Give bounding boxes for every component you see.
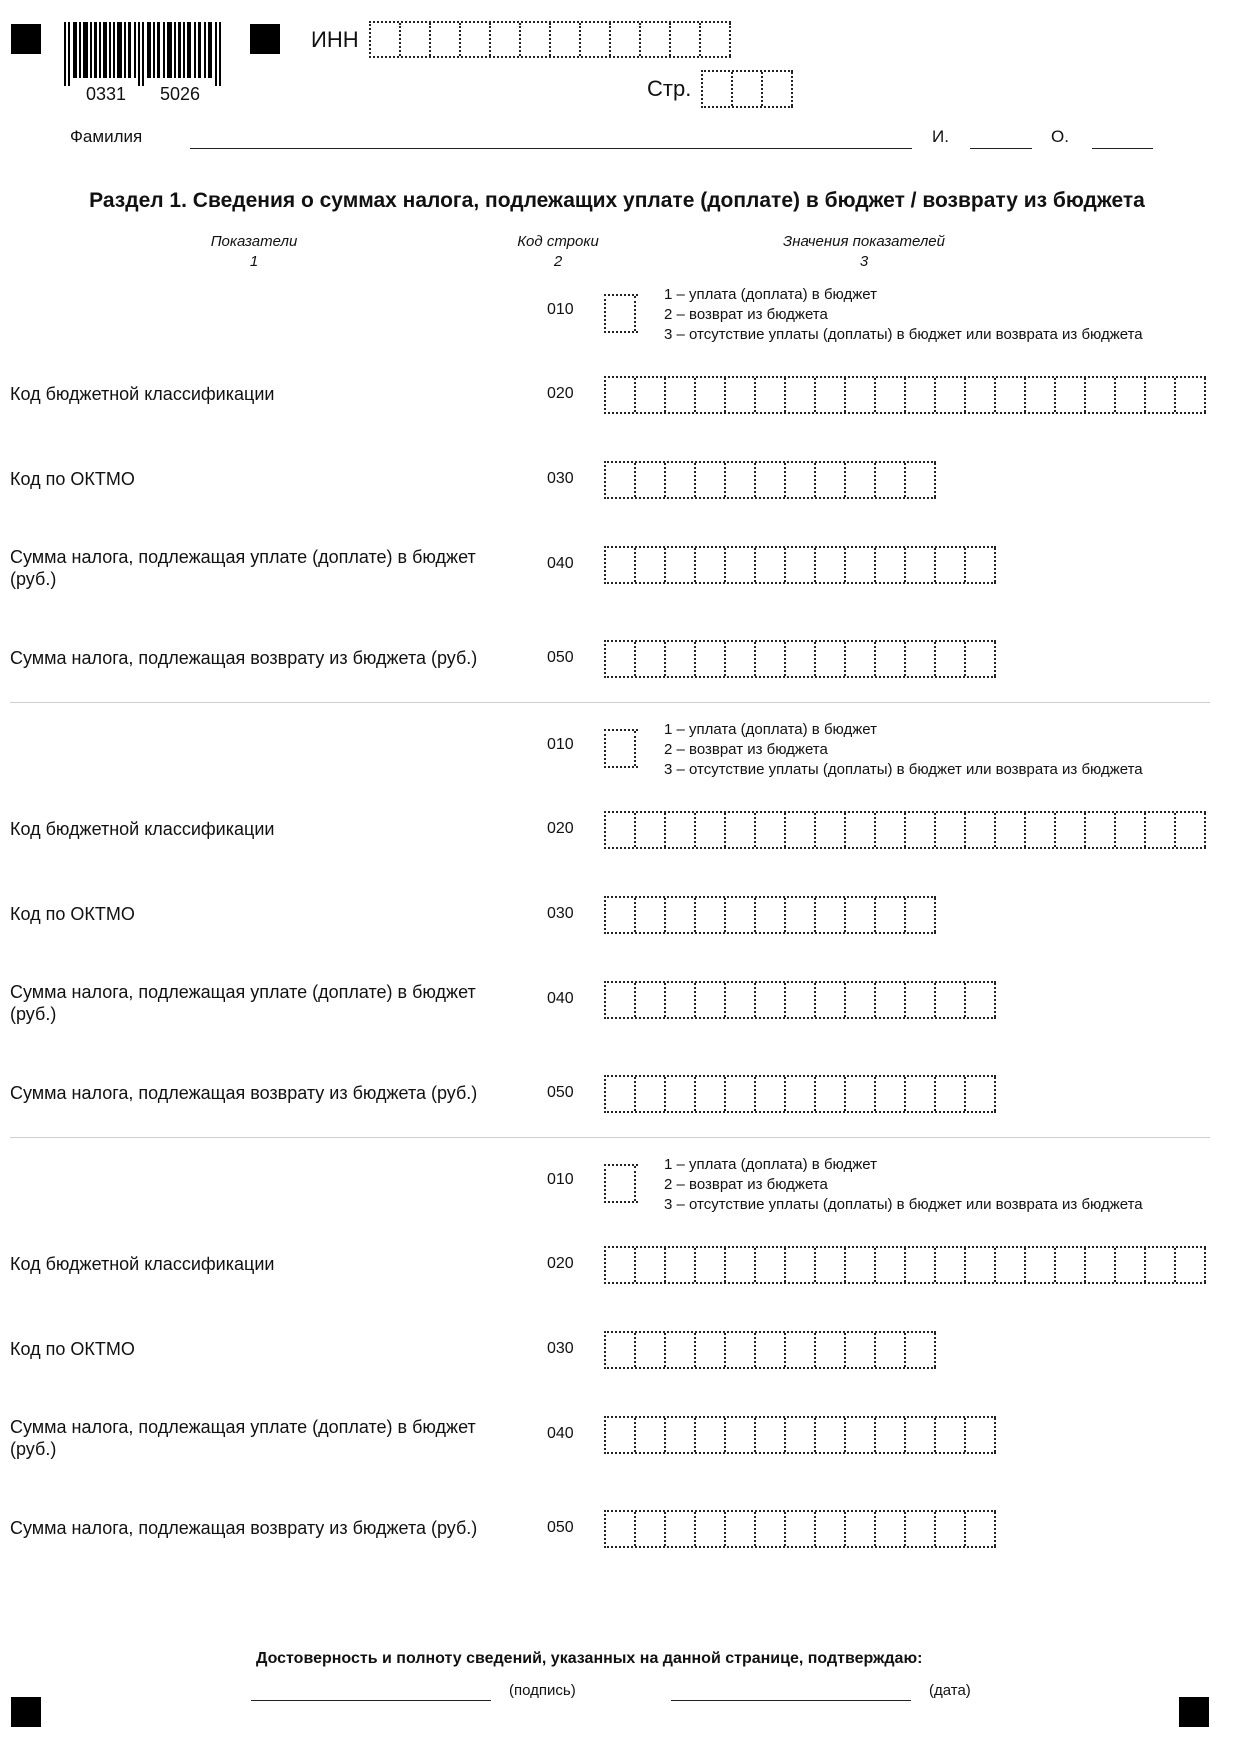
- tax-refund-input[interactable]: [604, 1510, 996, 1548]
- kbk-label: Код бюджетной классификации: [10, 1254, 275, 1274]
- kbk-input[interactable]: [604, 811, 1206, 849]
- char-cell[interactable]: [846, 548, 876, 582]
- char-cell[interactable]: [876, 1248, 906, 1282]
- tax-payable-label: Сумма налога, подлежащая уплате (доплате) в бюджет (руб.): [10, 982, 476, 1024]
- char-cell[interactable]: [756, 1077, 786, 1111]
- tax-payable-label: Сумма налога, подлежащая уплате (доплате) в бюджет (руб.): [10, 547, 476, 589]
- payment-type-option-1: 1 – уплата (доплата) в бюджет: [664, 286, 877, 303]
- corner-marker-bottom-left: [11, 1697, 41, 1727]
- char-cell[interactable]: [846, 642, 876, 676]
- char-cell[interactable]: [846, 1248, 876, 1282]
- char-cell[interactable]: [846, 378, 876, 412]
- char-cell[interactable]: [636, 983, 666, 1017]
- char-cell[interactable]: [756, 642, 786, 676]
- char-cell[interactable]: [636, 642, 666, 676]
- char-cell[interactable]: [1116, 813, 1146, 847]
- char-cell[interactable]: [666, 1333, 696, 1367]
- char-cell[interactable]: [726, 1333, 756, 1367]
- char-cell[interactable]: [606, 642, 636, 676]
- block-divider: [10, 702, 1210, 703]
- kbk-label: Код бюджетной классификации: [10, 819, 275, 839]
- char-cell[interactable]: [846, 1077, 876, 1111]
- char-cell[interactable]: [876, 983, 906, 1017]
- char-cell[interactable]: [816, 548, 846, 582]
- char-cell[interactable]: [966, 642, 996, 676]
- char-cell[interactable]: [846, 1512, 876, 1546]
- signature-caption: (подпись): [509, 1682, 576, 1699]
- char-cell[interactable]: [1146, 1248, 1176, 1282]
- char-cell[interactable]: [876, 1418, 906, 1452]
- char-cell[interactable]: [966, 378, 996, 412]
- tax-refund-input[interactable]: [604, 640, 996, 678]
- oktmo-input[interactable]: [604, 1331, 936, 1369]
- oktmo-label: Код по ОКТМО: [10, 904, 135, 924]
- oktmo-input[interactable]: [604, 896, 936, 934]
- char-cell[interactable]: [666, 1418, 696, 1452]
- char-cell[interactable]: [966, 1418, 996, 1452]
- column-header-values-title: Значения показателей: [782, 233, 945, 250]
- char-cell[interactable]: [816, 898, 846, 932]
- char-cell[interactable]: [1176, 813, 1206, 847]
- date-field[interactable]: [671, 1700, 911, 1701]
- char-cell[interactable]: [906, 813, 936, 847]
- char-cell[interactable]: [906, 1333, 936, 1367]
- char-cell[interactable]: [1176, 1248, 1206, 1282]
- column-header-indicators: [150, 232, 358, 272]
- char-cell[interactable]: [726, 642, 756, 676]
- char-cell[interactable]: [696, 378, 726, 412]
- char-cell[interactable]: [696, 642, 726, 676]
- char-cell[interactable]: [906, 548, 936, 582]
- char-cell[interactable]: [966, 813, 996, 847]
- char-cell[interactable]: [606, 898, 636, 932]
- char-cell[interactable]: [1176, 378, 1206, 412]
- char-cell[interactable]: [1086, 813, 1116, 847]
- char-cell[interactable]: [966, 1512, 996, 1546]
- char-cell[interactable]: [936, 548, 966, 582]
- char-cell[interactable]: [816, 1512, 846, 1546]
- char-cell[interactable]: [666, 1077, 696, 1111]
- column-header-line-code-num: 2: [553, 253, 563, 270]
- char-cell[interactable]: [636, 548, 666, 582]
- char-cell[interactable]: [606, 378, 636, 412]
- line-code-020: 020: [547, 1255, 574, 1272]
- kbk-input[interactable]: [604, 376, 1206, 414]
- char-cell[interactable]: [636, 378, 666, 412]
- char-cell[interactable]: [756, 378, 786, 412]
- char-cell[interactable]: [906, 983, 936, 1017]
- inn-label: ИНН: [311, 27, 359, 52]
- char-cell[interactable]: [816, 1077, 846, 1111]
- char-cell[interactable]: [696, 1077, 726, 1111]
- char-cell[interactable]: [846, 983, 876, 1017]
- payment-type-options: [664, 1155, 1143, 1215]
- line-code-010: 010: [547, 301, 574, 318]
- barcode-number-left: 0331: [86, 84, 127, 104]
- char-cell[interactable]: [666, 378, 696, 412]
- char-cell[interactable]: [606, 813, 636, 847]
- char-cell[interactable]: [1026, 378, 1056, 412]
- char-cell[interactable]: [966, 1248, 996, 1282]
- char-cell[interactable]: [726, 378, 756, 412]
- char-cell[interactable]: [606, 983, 636, 1017]
- char-cell[interactable]: [786, 1333, 816, 1367]
- char-cell[interactable]: [1026, 813, 1056, 847]
- char-cell[interactable]: [936, 642, 966, 676]
- line-code-020: 020: [547, 385, 574, 402]
- char-cell[interactable]: [636, 1333, 666, 1367]
- char-cell[interactable]: [906, 463, 936, 497]
- char-cell[interactable]: [906, 378, 936, 412]
- char-cell[interactable]: [786, 1077, 816, 1111]
- payment-type-options: [664, 720, 1143, 780]
- char-cell[interactable]: [876, 1512, 906, 1546]
- char-cell[interactable]: [636, 1077, 666, 1111]
- initial-o-label: О.: [1051, 127, 1069, 146]
- payment-type-option-1: 1 – уплата (доплата) в бюджет: [664, 721, 877, 738]
- payment-type-input[interactable]: [604, 1164, 638, 1203]
- char-cell[interactable]: [846, 1418, 876, 1452]
- char-cell[interactable]: [636, 898, 666, 932]
- char-cell[interactable]: [636, 1418, 666, 1452]
- char-cell[interactable]: [816, 378, 846, 412]
- char-cell[interactable]: [666, 898, 696, 932]
- line-code-040: 040: [547, 990, 574, 1007]
- signature-field[interactable]: [251, 1700, 491, 1701]
- char-cell[interactable]: [876, 548, 906, 582]
- char-cell[interactable]: [996, 813, 1026, 847]
- char-cell[interactable]: [666, 1512, 696, 1546]
- char-cell[interactable]: [666, 983, 696, 1017]
- char-cell[interactable]: [636, 1248, 666, 1282]
- char-cell[interactable]: [906, 642, 936, 676]
- payment-type-options: [664, 285, 1143, 345]
- char-cell[interactable]: [936, 983, 966, 1017]
- char-cell[interactable]: [816, 1248, 846, 1282]
- char-cell[interactable]: [636, 813, 666, 847]
- surname-label: Фамилия: [70, 127, 143, 146]
- char-cell[interactable]: [696, 463, 726, 497]
- char-cell[interactable]: [936, 1248, 966, 1282]
- tax-payable-input[interactable]: [604, 1416, 996, 1454]
- line-code-020: 020: [547, 820, 574, 837]
- tax-refund-label: Сумма налога, подлежащая возврату из бюджета (руб.): [10, 1083, 478, 1103]
- char-cell[interactable]: [906, 898, 936, 932]
- char-cell[interactable]: [846, 463, 876, 497]
- column-header-line-code-title: Код строки: [517, 233, 599, 250]
- char-cell[interactable]: [846, 813, 876, 847]
- char-cell[interactable]: [1116, 1248, 1146, 1282]
- char-cell[interactable]: [876, 463, 906, 497]
- payment-type-option-1: 1 – уплата (доплата) в бюджет: [664, 1156, 877, 1173]
- char-cell[interactable]: [996, 1248, 1026, 1282]
- line-code-030: 030: [547, 905, 574, 922]
- section-title: Раздел 1. Сведения о суммах налога, подлежащих уплате (доплате) в бюджет / возврату из бюджета: [89, 189, 1145, 212]
- char-cell[interactable]: [606, 1418, 636, 1452]
- char-cell[interactable]: [786, 642, 816, 676]
- char-cell[interactable]: [816, 1333, 846, 1367]
- char-cell[interactable]: [876, 642, 906, 676]
- char-cell[interactable]: [696, 983, 726, 1017]
- char-cell[interactable]: [966, 983, 996, 1017]
- char-cell[interactable]: [786, 813, 816, 847]
- char-cell[interactable]: [636, 1512, 666, 1546]
- tax-payable-input[interactable]: [604, 546, 996, 584]
- char-cell[interactable]: [636, 463, 666, 497]
- char-cell[interactable]: [1116, 378, 1146, 412]
- char-cell[interactable]: [726, 1512, 756, 1546]
- char-cell[interactable]: [816, 1418, 846, 1452]
- corner-marker-bottom-right: [1179, 1697, 1209, 1727]
- char-cell[interactable]: [786, 463, 816, 497]
- char-cell[interactable]: [606, 548, 636, 582]
- char-cell[interactable]: [606, 1248, 636, 1282]
- char-cell[interactable]: [906, 1418, 936, 1452]
- column-header-line-code: [500, 232, 616, 272]
- char-cell[interactable]: [786, 1512, 816, 1546]
- payment-type-input[interactable]: [604, 729, 638, 768]
- initial-o-field[interactable]: [1092, 148, 1153, 149]
- char-cell[interactable]: [936, 1077, 966, 1111]
- char-cell[interactable]: [756, 463, 786, 497]
- char-cell[interactable]: [606, 1077, 636, 1111]
- tax-payable-input[interactable]: [604, 981, 996, 1019]
- char-cell[interactable]: [756, 813, 786, 847]
- char-cell[interactable]: [876, 1333, 906, 1367]
- oktmo-label: Код по ОКТМО: [10, 1339, 135, 1359]
- char-cell[interactable]: [906, 1512, 936, 1546]
- column-header-indicators-num: 1: [249, 253, 259, 270]
- char-cell[interactable]: [906, 1077, 936, 1111]
- char-cell[interactable]: [666, 463, 696, 497]
- char-cell[interactable]: [696, 1333, 726, 1367]
- line-code-050: 050: [547, 649, 574, 666]
- char-cell[interactable]: [846, 1333, 876, 1367]
- char-cell[interactable]: [726, 463, 756, 497]
- char-cell[interactable]: [936, 378, 966, 412]
- char-cell[interactable]: [696, 1512, 726, 1546]
- char-cell[interactable]: [816, 983, 846, 1017]
- char-cell[interactable]: [936, 1418, 966, 1452]
- corner-marker-top-right: [250, 24, 280, 54]
- char-cell[interactable]: [876, 378, 906, 412]
- char-cell[interactable]: [1056, 813, 1086, 847]
- tax-refund-label: Сумма налога, подлежащая возврату из бюджета (руб.): [10, 1518, 478, 1538]
- column-header-values: [750, 232, 978, 272]
- char-cell[interactable]: [696, 1248, 726, 1282]
- char-cell[interactable]: [756, 1333, 786, 1367]
- char-cell[interactable]: [756, 1418, 786, 1452]
- char-cell[interactable]: [966, 1077, 996, 1111]
- tax-refund-label: Сумма налога, подлежащая возврату из бюджета (руб.): [10, 648, 478, 668]
- char-cell[interactable]: [876, 898, 906, 932]
- page-label: Стр.: [647, 76, 692, 101]
- char-cell[interactable]: [1146, 378, 1176, 412]
- char-cell[interactable]: [966, 548, 996, 582]
- char-cell[interactable]: [1056, 378, 1086, 412]
- char-cell[interactable]: [756, 1512, 786, 1546]
- char-cell[interactable]: [726, 813, 756, 847]
- char-cell[interactable]: [1086, 1248, 1116, 1282]
- payment-type-option-3: 3 – отсутствие уплаты (доплаты) в бюджет или возврата из бюджета: [664, 326, 1143, 343]
- char-cell[interactable]: [906, 1248, 936, 1282]
- char-cell[interactable]: [726, 983, 756, 1017]
- char-cell[interactable]: [786, 1418, 816, 1452]
- line-code-050: 050: [547, 1519, 574, 1536]
- line-code-010: 010: [547, 1171, 574, 1188]
- column-header-indicators-title: Показатели: [210, 233, 298, 250]
- surname-field[interactable]: [190, 148, 912, 149]
- char-cell[interactable]: [756, 548, 786, 582]
- page-number-input[interactable]: [701, 70, 793, 108]
- line-code-010: 010: [547, 736, 574, 753]
- certification-statement: Достоверность и полноту сведений, указанных на данной странице, подтверждаю:: [256, 1650, 923, 1667]
- barcode: [64, 22, 224, 86]
- char-cell[interactable]: [786, 1248, 816, 1282]
- oktmo-input[interactable]: [604, 461, 936, 499]
- char-cell[interactable]: [606, 1333, 636, 1367]
- char-cell[interactable]: [816, 813, 846, 847]
- initial-i-field[interactable]: [970, 148, 1032, 149]
- char-cell[interactable]: [1146, 813, 1176, 847]
- line-code-040: 040: [547, 555, 574, 572]
- line-code-030: 030: [547, 470, 574, 487]
- tax-payable-label: Сумма налога, подлежащая уплате (доплате) в бюджет (руб.): [10, 1417, 476, 1459]
- kbk-label: Код бюджетной классификации: [10, 384, 275, 404]
- char-cell[interactable]: [1056, 1248, 1086, 1282]
- char-cell[interactable]: [786, 378, 816, 412]
- char-cell[interactable]: [726, 898, 756, 932]
- line-code-030: 030: [547, 1340, 574, 1357]
- char-cell[interactable]: [786, 548, 816, 582]
- payment-type-input[interactable]: [604, 294, 638, 333]
- char-cell[interactable]: [876, 813, 906, 847]
- char-cell[interactable]: [756, 898, 786, 932]
- char-cell[interactable]: [696, 898, 726, 932]
- char-cell[interactable]: [606, 1512, 636, 1546]
- char-cell[interactable]: [666, 642, 696, 676]
- kbk-input[interactable]: [604, 1246, 1206, 1284]
- payment-type-option-3: 3 – отсутствие уплаты (доплаты) в бюджет или возврата из бюджета: [664, 761, 1143, 778]
- barcode-number-right: 5026: [160, 84, 201, 104]
- char-cell[interactable]: [1086, 378, 1116, 412]
- char-cell[interactable]: [756, 983, 786, 1017]
- char-cell[interactable]: [936, 813, 966, 847]
- inn-input[interactable]: [369, 21, 731, 58]
- date-caption: (дата): [929, 1682, 971, 1699]
- char-cell[interactable]: [726, 1248, 756, 1282]
- char-cell[interactable]: [726, 1077, 756, 1111]
- char-cell[interactable]: [666, 548, 696, 582]
- char-cell[interactable]: [996, 378, 1026, 412]
- oktmo-label: Код по ОКТМО: [10, 469, 135, 489]
- block-divider: [10, 1137, 1210, 1138]
- initial-i-label: И.: [932, 127, 949, 146]
- char-cell[interactable]: [696, 1418, 726, 1452]
- corner-marker-top-left: [11, 24, 41, 54]
- char-cell[interactable]: [726, 1418, 756, 1452]
- line-code-040: 040: [547, 1425, 574, 1442]
- char-cell[interactable]: [786, 983, 816, 1017]
- char-cell[interactable]: [816, 463, 846, 497]
- char-cell[interactable]: [666, 1248, 696, 1282]
- payment-type-option-3: 3 – отсутствие уплаты (доплаты) в бюджет или возврата из бюджета: [664, 1196, 1143, 1213]
- payment-type-option-2: 2 – возврат из бюджета: [664, 741, 828, 758]
- tax-refund-input[interactable]: [604, 1075, 996, 1113]
- char-cell[interactable]: [936, 1512, 966, 1546]
- char-cell[interactable]: [1026, 1248, 1056, 1282]
- payment-type-option-2: 2 – возврат из бюджета: [664, 1176, 828, 1193]
- char-cell[interactable]: [606, 463, 636, 497]
- char-cell[interactable]: [756, 1248, 786, 1282]
- char-cell[interactable]: [666, 813, 696, 847]
- column-header-values-num: 3: [859, 253, 869, 270]
- payment-type-option-2: 2 – возврат из бюджета: [664, 306, 828, 323]
- char-cell[interactable]: [846, 898, 876, 932]
- char-cell[interactable]: [696, 548, 726, 582]
- char-cell[interactable]: [696, 813, 726, 847]
- line-code-050: 050: [547, 1084, 574, 1101]
- char-cell[interactable]: [876, 1077, 906, 1111]
- char-cell[interactable]: [726, 548, 756, 582]
- char-cell[interactable]: [816, 642, 846, 676]
- char-cell[interactable]: [786, 898, 816, 932]
